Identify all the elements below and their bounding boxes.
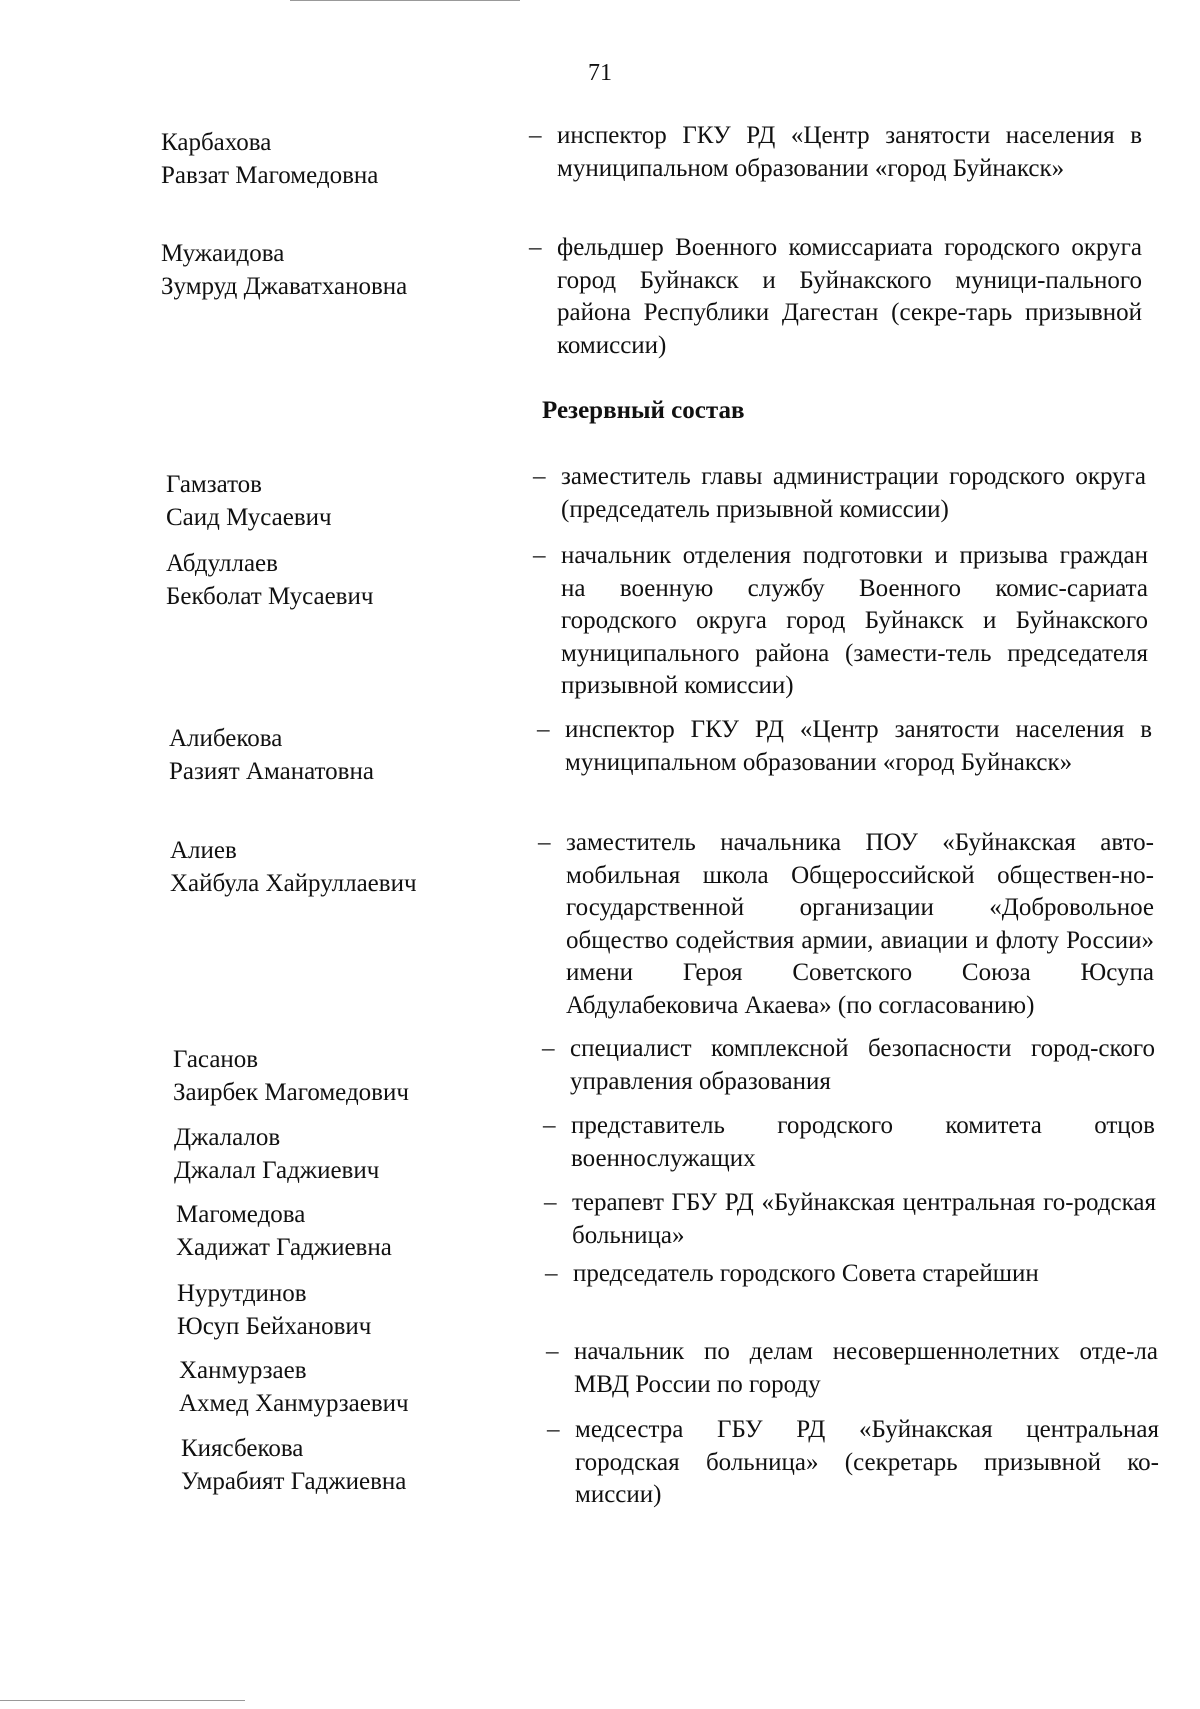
member-position [533,461,1146,526]
member-surname: Карбахова [161,129,272,156]
member-name [170,834,417,900]
member-name [179,1354,409,1420]
member-position [533,540,1148,703]
list-dash: – [533,542,546,569]
member-name [161,237,407,303]
member-name [161,126,378,192]
list-dash: – [529,234,542,261]
list-dash: – [544,1189,557,1216]
member-given-names: Разият Аманатовна [169,758,374,785]
list-dash: – [543,1112,556,1139]
member-surname: Ханмурзаев [179,1357,307,1384]
member-surname: Алиев [170,837,237,864]
member-given-names: Умрабият Гаджиевна [181,1468,407,1495]
member-position [545,1258,1157,1291]
member-position [544,1187,1156,1252]
member-given-names: Зумруд Джаватхановна [161,273,408,300]
position-text: председатель городского Совета старейшин [573,1260,1039,1287]
member-given-names: Заирбек Магомедович [173,1079,409,1106]
list-dash: – [546,1338,559,1365]
position-text: заместитель главы администрации городского округа (председатель призывной комиссии) [561,463,1146,523]
member-given-names: Саид Мусаевич [166,504,332,531]
position-text: специалист комплексной безопасности город-ского управления образования [570,1035,1155,1095]
member-surname: Джалалов [174,1124,281,1151]
position-text: начальник по делам несовершеннолетних отде-ла МВД России по городу [574,1338,1158,1398]
scan-artifact-bottom [0,1700,245,1701]
member-position [538,827,1154,1022]
member-given-names: Хадижат Гаджиевна [176,1234,392,1261]
member-given-names: Ахмед Ханмурзаевич [179,1390,409,1417]
list-dash: – [533,463,546,490]
list-dash: – [538,829,551,856]
position-text: инспектор ГКУ РД «Центр занятости населения в муниципальном образовании «город Буйнакск» [557,122,1142,182]
position-text: инспектор ГКУ РД «Центр занятости населения в муниципальном образовании «город Буйнакск» [565,716,1152,776]
member-position [542,1033,1155,1098]
list-dash: – [537,716,550,743]
member-name [181,1432,406,1498]
member-given-names: Бекболат Мусаевич [166,583,374,610]
member-surname: Магомедова [176,1201,306,1228]
section-heading: Резервный состав [542,397,745,424]
member-given-names: Юсуп Бейханович [177,1313,372,1340]
member-surname: Гасанов [173,1046,259,1073]
member-position [547,1414,1159,1512]
member-name [173,1043,409,1109]
member-given-names: Джалал Гаджиевич [174,1157,380,1184]
member-given-names: Равзат Магомедовна [161,162,379,189]
member-surname: Нурутдинов [177,1280,307,1307]
member-name [176,1198,392,1264]
scan-artifact-top [290,0,520,1]
list-dash: – [547,1416,560,1443]
member-position [537,714,1152,779]
position-text: медсестра ГБУ РД «Буйнакская центральная городская больница» (секретарь призывной ко-миссии) [575,1416,1159,1508]
list-dash: – [542,1035,555,1062]
member-position [529,232,1142,362]
list-dash: – [529,122,542,149]
member-position [529,120,1142,185]
member-given-names: Хайбула Хайруллаевич [170,870,417,897]
position-text: терапевт ГБУ РД «Буйнакская центральная го-родская больница» [572,1189,1156,1249]
member-surname: Мужаидова [161,240,285,267]
member-name [166,547,373,613]
member-name [169,722,374,788]
position-text: представитель городского комитета отцов военнослужащих [571,1112,1155,1172]
page-number: 71 [588,60,612,86]
list-dash: – [545,1260,558,1287]
member-surname: Абдуллаев [166,550,278,577]
member-surname: Алибекова [169,725,283,752]
position-text: фельдшер Военного комиссариата городского округа город Буйнакск и Буйнакского муници-пального района Республики Дагестан (секре-тарь призывной комиссии) [557,234,1142,359]
member-name [174,1121,379,1187]
member-surname: Киясбекова [181,1435,304,1462]
member-name [166,468,332,534]
member-surname: Гамзатов [166,471,262,498]
position-text: заместитель начальника ПОУ «Буйнакская авто-мобильная школа Общероссийской обществен-но-государственной организации «Добровольное общество содействия армии, авиации и флоту России» имени Героя Советского Союза Юсупа Абдулабековича Акаева» (по согласованию) [566,829,1154,1019]
member-position [543,1110,1155,1175]
member-position [546,1336,1158,1401]
member-name [177,1277,371,1343]
position-text: начальник отделения подготовки и призыва граждан на военную службу Военного комис-сариата городского округа город Буйнакск и Буйнакского муниципального района (замести-тель председателя призывной комиссии) [561,542,1148,699]
